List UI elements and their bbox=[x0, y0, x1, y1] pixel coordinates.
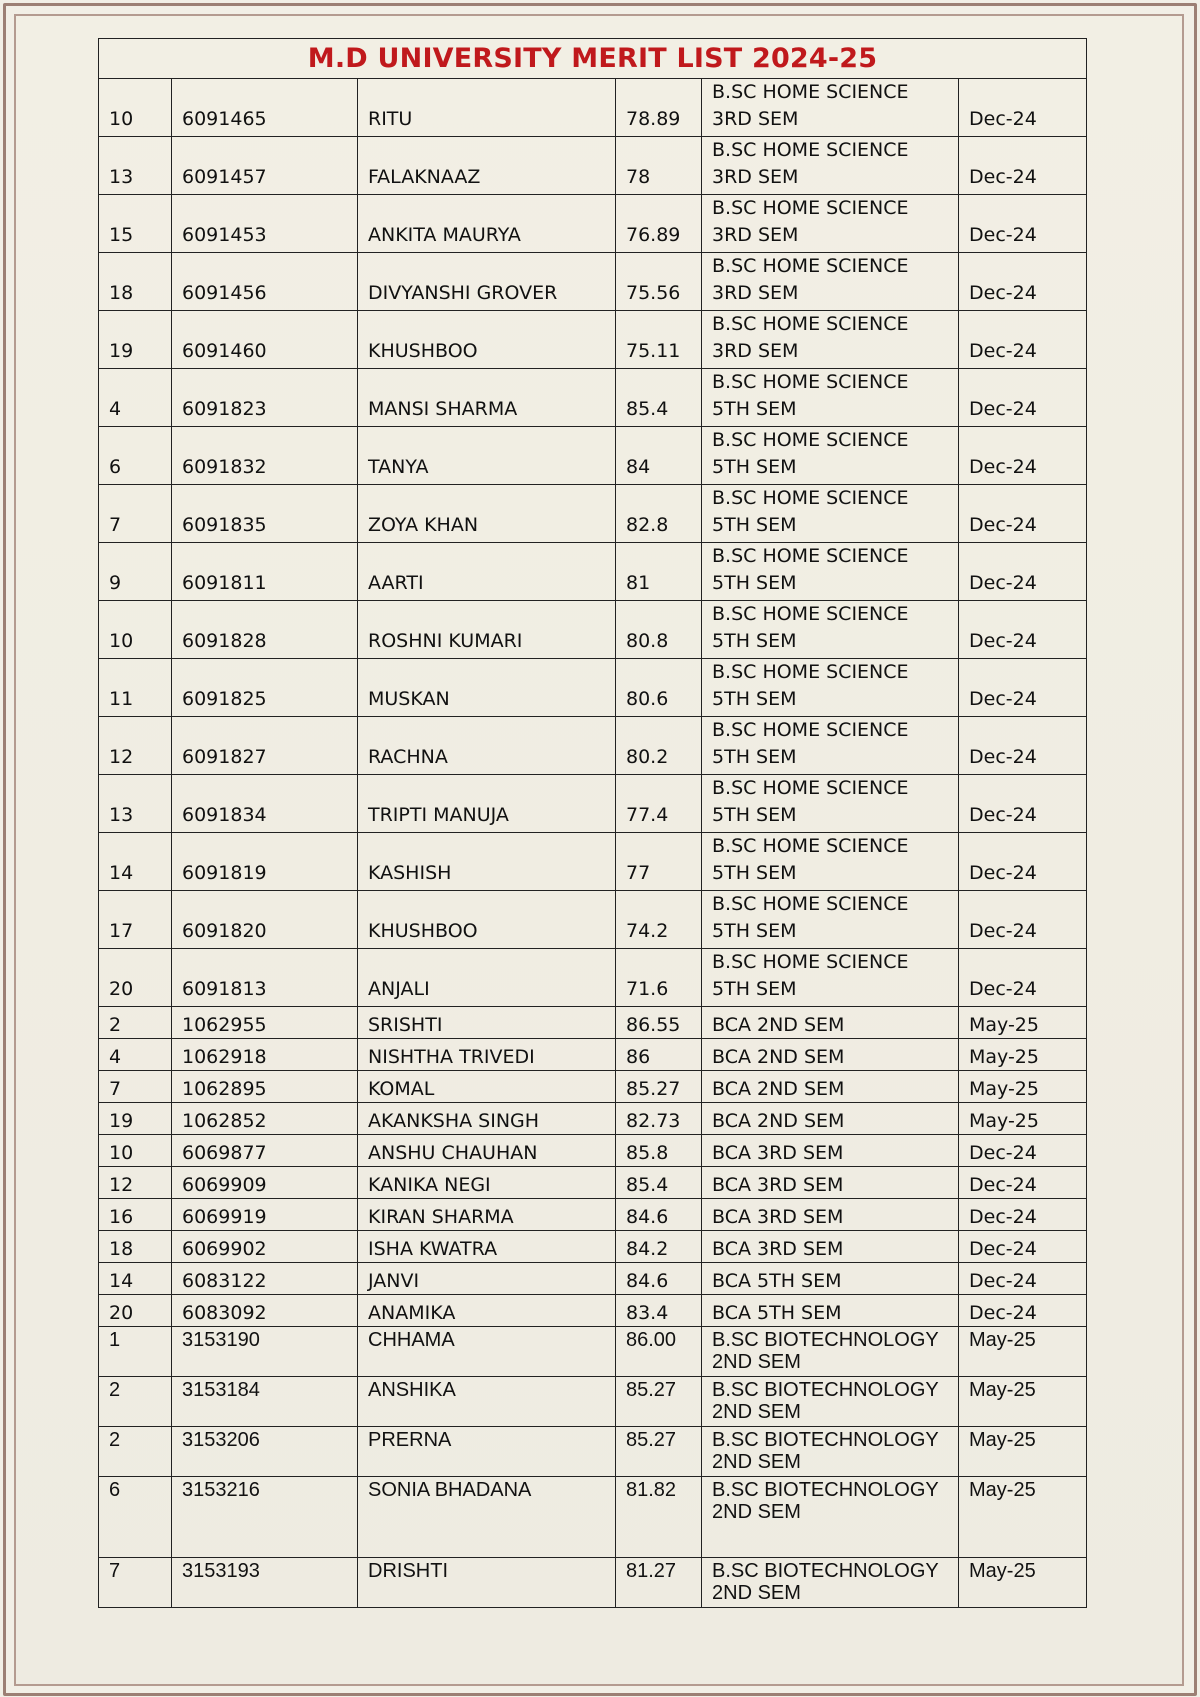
rank-cell: 15 bbox=[99, 195, 172, 253]
session-cell: May-25 bbox=[959, 1327, 1087, 1377]
student-name-cell: AARTI bbox=[358, 543, 616, 601]
roll-number-cell: 6083122 bbox=[172, 1263, 358, 1295]
course-cell: BCA 3RD SEM bbox=[702, 1135, 959, 1167]
table-row bbox=[99, 1135, 1087, 1167]
student-name-cell: SRISHTI bbox=[358, 1007, 616, 1039]
table-row bbox=[99, 1007, 1087, 1039]
session-cell: Dec-24 bbox=[959, 891, 1087, 949]
student-name-cell: TRIPTI MANUJA bbox=[358, 775, 616, 833]
roll-number-cell: 6091465 bbox=[172, 79, 358, 137]
session-cell: Dec-24 bbox=[959, 1231, 1087, 1263]
rank-cell: 13 bbox=[99, 775, 172, 833]
student-name-cell: DIVYANSHI GROVER bbox=[358, 253, 616, 311]
rank-cell: 18 bbox=[99, 253, 172, 311]
course-cell: BCA 2ND SEM bbox=[702, 1007, 959, 1039]
roll-number-cell: 6069877 bbox=[172, 1135, 358, 1167]
course-cell: B.SC HOME SCIENCE 3RD SEM bbox=[702, 311, 959, 369]
page-title: M.D UNIVERSITY MERIT LIST 2024-25 bbox=[99, 39, 1087, 79]
session-cell: May-25 bbox=[959, 1103, 1087, 1135]
student-name-cell: JANVI bbox=[358, 1263, 616, 1295]
table-row bbox=[99, 1377, 1087, 1427]
roll-number-cell: 6091827 bbox=[172, 717, 358, 775]
rank-cell: 6 bbox=[99, 1477, 172, 1558]
course-cell: B.SC HOME SCIENCE 5TH SEM bbox=[702, 891, 959, 949]
table-row bbox=[99, 1231, 1087, 1263]
roll-number-cell: 3153216 bbox=[172, 1477, 358, 1558]
table-row bbox=[99, 949, 1087, 1007]
rank-cell: 19 bbox=[99, 1103, 172, 1135]
roll-number-cell: 6091834 bbox=[172, 775, 358, 833]
course-cell: B.SC HOME SCIENCE 5TH SEM bbox=[702, 717, 959, 775]
marks-cell: 75.56 bbox=[616, 253, 702, 311]
course-cell: B.SC HOME SCIENCE 5TH SEM bbox=[702, 775, 959, 833]
rank-cell: 9 bbox=[99, 543, 172, 601]
table-row bbox=[99, 427, 1087, 485]
marks-cell: 84.6 bbox=[616, 1263, 702, 1295]
marks-cell: 80.6 bbox=[616, 659, 702, 717]
table-row bbox=[99, 369, 1087, 427]
rank-cell: 4 bbox=[99, 369, 172, 427]
session-cell: Dec-24 bbox=[959, 311, 1087, 369]
marks-cell: 84 bbox=[616, 427, 702, 485]
session-cell: Dec-24 bbox=[959, 1199, 1087, 1231]
roll-number-cell: 1062955 bbox=[172, 1007, 358, 1039]
rank-cell: 1 bbox=[99, 1327, 172, 1377]
rank-cell: 4 bbox=[99, 1039, 172, 1071]
student-name-cell: NISHTHA TRIVEDI bbox=[358, 1039, 616, 1071]
rank-cell: 14 bbox=[99, 1263, 172, 1295]
student-name-cell: RITU bbox=[358, 79, 616, 137]
student-name-cell: ZOYA KHAN bbox=[358, 485, 616, 543]
session-cell: Dec-24 bbox=[959, 543, 1087, 601]
student-name-cell: FALAKNAAZ bbox=[358, 137, 616, 195]
table-row bbox=[99, 775, 1087, 833]
session-cell: Dec-24 bbox=[959, 1295, 1087, 1327]
roll-number-cell: 6091453 bbox=[172, 195, 358, 253]
marks-cell: 80.8 bbox=[616, 601, 702, 659]
table-row bbox=[99, 1263, 1087, 1295]
roll-number-cell: 6069909 bbox=[172, 1167, 358, 1199]
course-cell: B.SC HOME SCIENCE 5TH SEM bbox=[702, 543, 959, 601]
rank-cell: 17 bbox=[99, 891, 172, 949]
session-cell: Dec-24 bbox=[959, 659, 1087, 717]
marks-cell: 86.55 bbox=[616, 1007, 702, 1039]
course-cell: BCA 2ND SEM bbox=[702, 1039, 959, 1071]
rank-cell: 11 bbox=[99, 659, 172, 717]
rank-cell: 10 bbox=[99, 79, 172, 137]
session-cell: Dec-24 bbox=[959, 195, 1087, 253]
roll-number-cell: 3153184 bbox=[172, 1377, 358, 1427]
session-cell: May-25 bbox=[959, 1377, 1087, 1427]
marks-cell: 82.73 bbox=[616, 1103, 702, 1135]
session-cell: May-25 bbox=[959, 1071, 1087, 1103]
student-name-cell: KANIKA NEGI bbox=[358, 1167, 616, 1199]
rank-cell: 12 bbox=[99, 1167, 172, 1199]
table-row bbox=[99, 1167, 1087, 1199]
rank-cell: 20 bbox=[99, 1295, 172, 1327]
session-cell: May-25 bbox=[959, 1007, 1087, 1039]
student-name-cell: KOMAL bbox=[358, 1071, 616, 1103]
roll-number-cell: 6091823 bbox=[172, 369, 358, 427]
rank-cell: 18 bbox=[99, 1231, 172, 1263]
roll-number-cell: 6091456 bbox=[172, 253, 358, 311]
roll-number-cell: 6091825 bbox=[172, 659, 358, 717]
course-cell: B.SC BIOTECHNOLOGY 2ND SEM bbox=[702, 1327, 959, 1377]
rank-cell: 10 bbox=[99, 601, 172, 659]
course-cell: B.SC BIOTECHNOLOGY 2ND SEM bbox=[702, 1427, 959, 1477]
session-cell: Dec-24 bbox=[959, 775, 1087, 833]
roll-number-cell: 6091457 bbox=[172, 137, 358, 195]
student-name-cell: KIRAN SHARMA bbox=[358, 1199, 616, 1231]
course-cell: BCA 5TH SEM bbox=[702, 1295, 959, 1327]
course-cell: B.SC HOME SCIENCE 5TH SEM bbox=[702, 833, 959, 891]
session-cell: May-25 bbox=[959, 1427, 1087, 1477]
course-cell: B.SC HOME SCIENCE 3RD SEM bbox=[702, 195, 959, 253]
table-row bbox=[99, 1071, 1087, 1103]
table-row bbox=[99, 1477, 1087, 1558]
table-row bbox=[99, 891, 1087, 949]
student-name-cell: ISHA KWATRA bbox=[358, 1231, 616, 1263]
table-row bbox=[99, 543, 1087, 601]
table-row bbox=[99, 1327, 1087, 1377]
table-row bbox=[99, 1558, 1087, 1608]
marks-cell: 85.4 bbox=[616, 1167, 702, 1199]
marks-cell: 85.27 bbox=[616, 1427, 702, 1477]
table-row bbox=[99, 833, 1087, 891]
marks-cell: 80.2 bbox=[616, 717, 702, 775]
student-name-cell: TANYA bbox=[358, 427, 616, 485]
rank-cell: 10 bbox=[99, 1135, 172, 1167]
marks-cell: 84.6 bbox=[616, 1199, 702, 1231]
marks-cell: 82.8 bbox=[616, 485, 702, 543]
table-row bbox=[99, 1199, 1087, 1231]
course-cell: BCA 2ND SEM bbox=[702, 1071, 959, 1103]
rank-cell: 7 bbox=[99, 485, 172, 543]
roll-number-cell: 1062918 bbox=[172, 1039, 358, 1071]
session-cell: Dec-24 bbox=[959, 1263, 1087, 1295]
course-cell: B.SC HOME SCIENCE 5TH SEM bbox=[702, 369, 959, 427]
marks-cell: 85.4 bbox=[616, 369, 702, 427]
course-cell: B.SC HOME SCIENCE 5TH SEM bbox=[702, 659, 959, 717]
table-row bbox=[99, 1039, 1087, 1071]
roll-number-cell: 6091813 bbox=[172, 949, 358, 1007]
marks-cell: 84.2 bbox=[616, 1231, 702, 1263]
roll-number-cell: 6069919 bbox=[172, 1199, 358, 1231]
merit-table bbox=[98, 38, 1087, 1608]
roll-number-cell: 6091832 bbox=[172, 427, 358, 485]
course-cell: BCA 3RD SEM bbox=[702, 1231, 959, 1263]
session-cell: Dec-24 bbox=[959, 601, 1087, 659]
marks-cell: 85.27 bbox=[616, 1377, 702, 1427]
student-name-cell: KASHISH bbox=[358, 833, 616, 891]
session-cell: May-25 bbox=[959, 1558, 1087, 1608]
roll-number-cell: 6091460 bbox=[172, 311, 358, 369]
student-name-cell: AKANKSHA SINGH bbox=[358, 1103, 616, 1135]
table-row bbox=[99, 659, 1087, 717]
session-cell: Dec-24 bbox=[959, 949, 1087, 1007]
session-cell: Dec-24 bbox=[959, 253, 1087, 311]
table-row bbox=[99, 1103, 1087, 1135]
marks-cell: 86 bbox=[616, 1039, 702, 1071]
marks-cell: 85.27 bbox=[616, 1071, 702, 1103]
rank-cell: 14 bbox=[99, 833, 172, 891]
roll-number-cell: 6091811 bbox=[172, 543, 358, 601]
roll-number-cell: 6069902 bbox=[172, 1231, 358, 1263]
table-row bbox=[99, 253, 1087, 311]
student-name-cell: KHUSHBOO bbox=[358, 891, 616, 949]
session-cell: Dec-24 bbox=[959, 717, 1087, 775]
marks-cell: 75.11 bbox=[616, 311, 702, 369]
rank-cell: 7 bbox=[99, 1558, 172, 1608]
student-name-cell: MANSI SHARMA bbox=[358, 369, 616, 427]
table-row bbox=[99, 717, 1087, 775]
rank-cell: 7 bbox=[99, 1071, 172, 1103]
course-cell: B.SC BIOTECHNOLOGY 2ND SEM bbox=[702, 1477, 959, 1558]
roll-number-cell: 3153190 bbox=[172, 1327, 358, 1377]
rank-cell: 2 bbox=[99, 1377, 172, 1427]
rank-cell: 13 bbox=[99, 137, 172, 195]
table-row bbox=[99, 137, 1087, 195]
marks-cell: 77.4 bbox=[616, 775, 702, 833]
roll-number-cell: 3153193 bbox=[172, 1558, 358, 1608]
student-name-cell: ANSHU CHAUHAN bbox=[358, 1135, 616, 1167]
course-cell: B.SC HOME SCIENCE 5TH SEM bbox=[702, 485, 959, 543]
rank-cell: 2 bbox=[99, 1427, 172, 1477]
course-cell: B.SC HOME SCIENCE 5TH SEM bbox=[702, 427, 959, 485]
course-cell: BCA 2ND SEM bbox=[702, 1103, 959, 1135]
course-cell: B.SC BIOTECHNOLOGY 2ND SEM bbox=[702, 1558, 959, 1608]
table-row bbox=[99, 311, 1087, 369]
marks-cell: 71.6 bbox=[616, 949, 702, 1007]
session-cell: Dec-24 bbox=[959, 1135, 1087, 1167]
session-cell: Dec-24 bbox=[959, 137, 1087, 195]
session-cell: Dec-24 bbox=[959, 1167, 1087, 1199]
course-cell: BCA 3RD SEM bbox=[702, 1199, 959, 1231]
student-name-cell: ROSHNI KUMARI bbox=[358, 601, 616, 659]
course-cell: B.SC HOME SCIENCE 3RD SEM bbox=[702, 79, 959, 137]
student-name-cell: CHHAMA bbox=[358, 1327, 616, 1377]
session-cell: Dec-24 bbox=[959, 833, 1087, 891]
session-cell: Dec-24 bbox=[959, 79, 1087, 137]
course-cell: B.SC HOME SCIENCE 5TH SEM bbox=[702, 601, 959, 659]
session-cell: May-25 bbox=[959, 1039, 1087, 1071]
student-name-cell: ANSHIKA bbox=[358, 1377, 616, 1427]
roll-number-cell: 1062895 bbox=[172, 1071, 358, 1103]
session-cell: Dec-24 bbox=[959, 427, 1087, 485]
table-row bbox=[99, 195, 1087, 253]
student-name-cell: MUSKAN bbox=[358, 659, 616, 717]
roll-number-cell: 6091835 bbox=[172, 485, 358, 543]
session-cell: Dec-24 bbox=[959, 485, 1087, 543]
marks-cell: 81 bbox=[616, 543, 702, 601]
roll-number-cell: 3153206 bbox=[172, 1427, 358, 1477]
student-name-cell: SONIA BHADANA bbox=[358, 1477, 616, 1558]
session-cell: May-25 bbox=[959, 1477, 1087, 1558]
session-cell: Dec-24 bbox=[959, 369, 1087, 427]
marks-cell: 78 bbox=[616, 137, 702, 195]
student-name-cell: KHUSHBOO bbox=[358, 311, 616, 369]
course-cell: B.SC HOME SCIENCE 5TH SEM bbox=[702, 949, 959, 1007]
course-cell: BCA 5TH SEM bbox=[702, 1263, 959, 1295]
rank-cell: 2 bbox=[99, 1007, 172, 1039]
table-row bbox=[99, 601, 1087, 659]
marks-cell: 81.27 bbox=[616, 1558, 702, 1608]
roll-number-cell: 6091820 bbox=[172, 891, 358, 949]
marks-cell: 74.2 bbox=[616, 891, 702, 949]
marks-cell: 83.4 bbox=[616, 1295, 702, 1327]
roll-number-cell: 6091819 bbox=[172, 833, 358, 891]
table-row bbox=[99, 1295, 1087, 1327]
roll-number-cell: 6091828 bbox=[172, 601, 358, 659]
roll-number-cell: 6083092 bbox=[172, 1295, 358, 1327]
marks-cell: 76.89 bbox=[616, 195, 702, 253]
table-row bbox=[99, 485, 1087, 543]
roll-number-cell: 1062852 bbox=[172, 1103, 358, 1135]
rank-cell: 20 bbox=[99, 949, 172, 1007]
marks-cell: 77 bbox=[616, 833, 702, 891]
marks-cell: 81.82 bbox=[616, 1477, 702, 1558]
marks-cell: 85.8 bbox=[616, 1135, 702, 1167]
student-name-cell: ANJALI bbox=[358, 949, 616, 1007]
rank-cell: 12 bbox=[99, 717, 172, 775]
rank-cell: 19 bbox=[99, 311, 172, 369]
merit-list-sheet bbox=[98, 38, 1086, 1608]
table-row bbox=[99, 1427, 1087, 1477]
rank-cell: 6 bbox=[99, 427, 172, 485]
student-name-cell: ANKITA MAURYA bbox=[358, 195, 616, 253]
student-name-cell: RACHNA bbox=[358, 717, 616, 775]
table-row bbox=[99, 79, 1087, 137]
student-name-cell: DRISHTI bbox=[358, 1558, 616, 1608]
marks-cell: 78.89 bbox=[616, 79, 702, 137]
course-cell: BCA 3RD SEM bbox=[702, 1167, 959, 1199]
course-cell: B.SC HOME SCIENCE 3RD SEM bbox=[702, 253, 959, 311]
marks-cell: 86.00 bbox=[616, 1327, 702, 1377]
course-cell: B.SC HOME SCIENCE 3RD SEM bbox=[702, 137, 959, 195]
rank-cell: 16 bbox=[99, 1199, 172, 1231]
student-name-cell: ANAMIKA bbox=[358, 1295, 616, 1327]
student-name-cell: PRERNA bbox=[358, 1427, 616, 1477]
course-cell: B.SC BIOTECHNOLOGY 2ND SEM bbox=[702, 1377, 959, 1427]
